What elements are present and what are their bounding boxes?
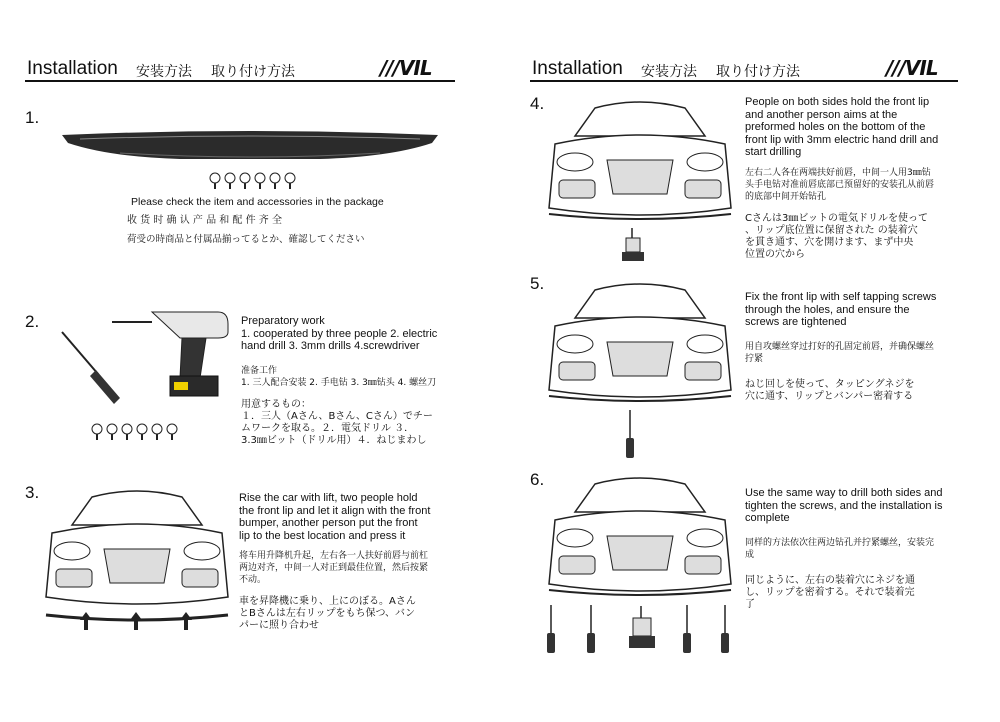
drill-icon xyxy=(618,228,648,263)
front-lip-icon xyxy=(60,125,440,170)
step-5-en-1: Fix the front lip with self tapping screws xyxy=(745,291,937,303)
step-4-en-2: and another person aims at the xyxy=(745,108,898,121)
step-1-jp: 荷受の時商品と付属品揃ってるとか、確認してください xyxy=(127,234,365,245)
screw-icon xyxy=(208,172,303,190)
step-3-en-2: the front lip and let it align with the front xyxy=(239,504,431,517)
car-front-icon xyxy=(545,472,735,602)
step-3-jp-3: パーに照り合わせ xyxy=(239,620,319,631)
step-2-number: 2. xyxy=(25,312,40,331)
left-header-sub-cn: 安装方法 xyxy=(136,63,192,79)
step-4-cn-1: 左右二人各在两端扶好前唇，中间一人用3㎜钻 xyxy=(745,167,931,178)
step-4-cn-2: 头手电钻对准前唇底部已预留好的安装孔从前唇 xyxy=(745,179,935,190)
step-3-jp-2: とBさんは左右リップをもち保つ、バン xyxy=(239,608,416,619)
left-logo: ///VIL xyxy=(380,56,432,80)
arrow-up-icon xyxy=(80,612,200,630)
step-1-cn: 收 货 时 确 认 产 品 和 配 件 齐 全 xyxy=(127,215,282,226)
step-3-cn-3: 不动。 xyxy=(239,575,267,585)
step-6-text xyxy=(745,487,965,611)
step-4-cn-3: 的底部中间开始钻孔 xyxy=(745,191,827,202)
step-4-jp-3: を貫き通す、穴を開けます、まず中央 xyxy=(745,236,914,248)
step-5-jp-2: 穴に通す、リップとバンパー密着する xyxy=(745,390,914,402)
step-5-jp-1: ねじ回しを使って、タッピングネジを xyxy=(745,378,915,390)
screw-set-step1 xyxy=(208,172,303,190)
step-3-text xyxy=(239,492,459,632)
step-4-text xyxy=(745,96,965,261)
step-6-cn-2: 成 xyxy=(745,549,755,560)
left-header-sub-jp: 取り付け方法 xyxy=(211,63,295,79)
step-5-en-2: through the holes, and ensure the xyxy=(745,303,910,316)
step-5-number: 5. xyxy=(530,274,545,293)
right-header-sub-cn: 安装方法 xyxy=(641,63,697,79)
car-front-icon xyxy=(545,96,735,226)
step-4-en-3: preformed holes on the bottom of the xyxy=(745,121,926,133)
step-4-en-4: front lip with 3mm electric hand drill and xyxy=(745,133,939,146)
step-2-jp-1: １．三人（Aさん、Bさん、Cさん）でチー xyxy=(241,410,433,422)
step-5-cn-2: 拧紧 xyxy=(745,353,764,364)
step-2-cn-title: 准备工作 xyxy=(241,365,278,376)
step-2-en-2: hand drill 3. 3mm drills 4.screwdriver xyxy=(241,340,420,352)
step-4-jp-2: 、リップ底位置に保留された の装着穴 xyxy=(745,224,918,236)
car-front-icon xyxy=(545,278,735,408)
step-3-cn-2: 两边对齐，中间一人对正到最佳位置，然后按紧 xyxy=(239,563,429,573)
step-6-jp-3: 了 xyxy=(745,598,755,610)
step-2-en-1: 1. cooperated by three people 2. electric xyxy=(241,327,438,340)
step-6-number: 6. xyxy=(530,470,545,489)
step-6-en-3: complete xyxy=(745,512,790,524)
step-3-jp-1: 車を昇降機に乗り、上にのぼる。Aさん xyxy=(239,596,416,607)
step-2-jp-title: 用意するもの： xyxy=(241,398,311,410)
drill-icon xyxy=(110,308,230,403)
right-header-sub-jp: 取り付け方法 xyxy=(716,63,800,79)
right-logo: ///VIL xyxy=(886,56,938,80)
screw-set-step2 xyxy=(90,423,185,441)
car-front-icon xyxy=(42,485,232,625)
step-6-en-2: tighten the screws, and the installation is xyxy=(745,499,943,512)
step-3-en-4: lip to the best location and press it xyxy=(239,529,406,542)
step-4-jp-1: Cさんは3㎜ビットの電気ドリルを使って xyxy=(745,212,928,224)
step-1-number: 1. xyxy=(25,108,40,127)
step-2-jp-3: 3.3㎜ビット（ドリル用）４．ねじまわし xyxy=(241,434,427,446)
step-6-cn-1: 同样的方法依次往两边钻孔并拧紧螺丝，安装完 xyxy=(745,537,935,548)
screw-icon xyxy=(90,423,185,441)
step-5-en-3: screws are tightened xyxy=(745,316,847,328)
right-header-rule xyxy=(530,80,958,82)
step-2-cn-1: 1. 三人配合安装 2. 手电钻 3. 3㎜钻头 4. 螺丝刀 xyxy=(241,377,437,388)
step-3-en-1: Rise the car with lift, two people hold xyxy=(239,492,418,504)
step-3-number: 3. xyxy=(25,483,40,502)
step-5-text xyxy=(745,291,965,403)
step-3-cn-1: 将车用升降机升起，左右各一人扶好前唇与前杠 xyxy=(239,551,429,561)
step-2-jp-2: ムワークを取る。２．電気ドリル ３． xyxy=(241,422,415,434)
step-4-number: 4. xyxy=(530,94,545,113)
step-1-en: Please check the item and accessories in the package xyxy=(131,196,384,208)
step-4-jp-4: 位置の穴から xyxy=(745,248,805,260)
step-3-en-3: bumper, another person put the front xyxy=(239,517,418,529)
left-header-title: Installation xyxy=(27,58,118,79)
screwdriver-icon xyxy=(624,410,636,460)
step-6-jp-2: し、リップを密着する。それで装着完 xyxy=(745,586,915,598)
right-header-title: Installation xyxy=(532,58,623,79)
step-6-en-1: Use the same way to drill both sides and xyxy=(745,487,943,499)
left-header-rule xyxy=(25,80,455,82)
step-2-en-title: Preparatory work xyxy=(241,315,325,327)
step-6-jp-1: 同じように、左右の装着穴にネジを通 xyxy=(745,574,915,586)
step-2-text xyxy=(241,315,456,447)
step-5-cn-1: 用自攻螺丝穿过打好的孔固定前唇，并确保螺丝 xyxy=(745,341,935,352)
step-4-en-5: start drilling xyxy=(745,146,802,158)
drill-icon xyxy=(625,606,659,652)
step-4-en-1: People on both sides hold the front lip xyxy=(745,96,930,108)
